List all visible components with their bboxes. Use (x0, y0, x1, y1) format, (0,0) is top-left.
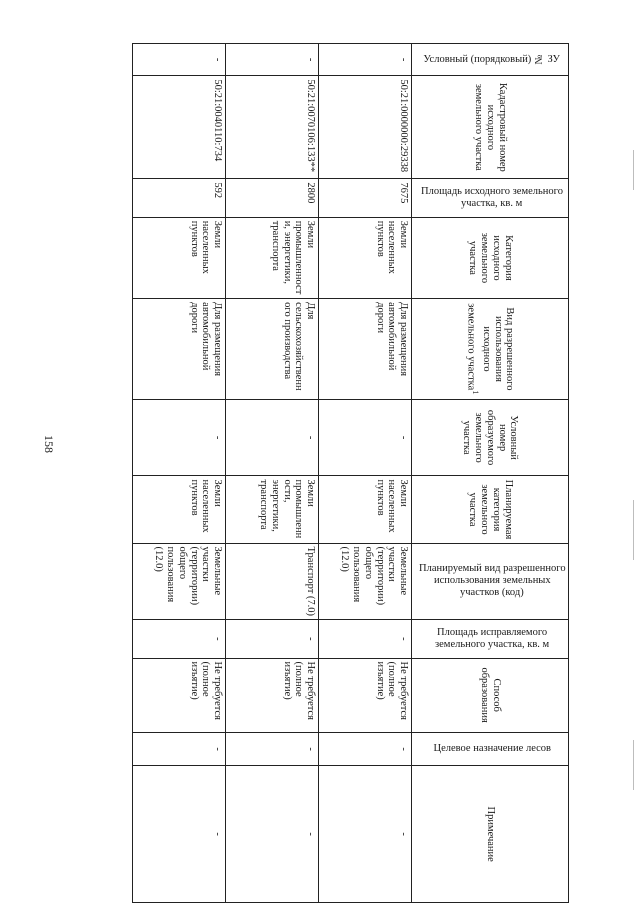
header-forest: Целевое назначение лесов (412, 732, 569, 766)
cell-new-number: - (133, 399, 226, 476)
cell-fix-area: - (133, 620, 226, 658)
header-note: Примечание (412, 766, 569, 903)
cell-planned-use: Земельные участки (территории) общего пользования (12.0) (319, 543, 412, 620)
table-row (133, 44, 226, 903)
footnote-marker: 1 (471, 390, 482, 395)
cell-planned-category: Земли промышленности, энергетики, транспорта (226, 476, 319, 543)
header-src-use: Вид разрешенного использования исходного земельного участка$^1$ (412, 299, 569, 400)
cell-method: Не требуется (полное изъятие) (133, 658, 226, 732)
header-fix-area: Площадь исправляемого земельного участка, кв. м (412, 620, 569, 658)
cell-forest: - (226, 732, 319, 766)
header-new-number: Условный номер образуемого земельного участка (412, 399, 569, 476)
cell-forest: - (319, 732, 412, 766)
header-cadastral: Кадастровый номер исходного земельного участка (412, 76, 569, 179)
cell-src-category: Земли населенных пунктов (319, 217, 412, 298)
cell-planned-use: Земельные участки (территории) общего пользования (12.0) (133, 543, 226, 620)
cell-planned-use: Транспорт (7.0) (226, 543, 319, 620)
header-planned-use: Планируемый вид разрешенного использования земельных участков (код) (412, 543, 569, 620)
cell-note: - (226, 766, 319, 903)
page-number: 158 (42, 435, 56, 453)
cell-src-category: Земли населенных пунктов (133, 217, 226, 298)
scan-artifact-line (633, 150, 634, 190)
cell-src-use: Для сельскохозяйственного производства (226, 299, 319, 400)
cell-fix-area: - (226, 620, 319, 658)
cell-new-number: - (226, 399, 319, 476)
cell-fix-area: - (319, 620, 412, 658)
cell-src-area: 7675 (319, 179, 412, 217)
cell-num: - (133, 44, 226, 76)
header-src-area: Площадь исходного земельного участка, кв. м (412, 179, 569, 217)
header-planned-category: Планируемая категория земельного участка (412, 476, 569, 543)
table-header-row (412, 44, 569, 903)
cell-note: - (133, 766, 226, 903)
cell-src-area: 592 (133, 179, 226, 217)
cell-method: Не требуется (полное изъятие) (319, 658, 412, 732)
cell-num: - (226, 44, 319, 76)
cell-planned-category: Земли населенных пунктов (319, 476, 412, 543)
cell-src-use: Для размещения автомобильной дороги (319, 299, 412, 400)
cell-new-number: - (319, 399, 412, 476)
scan-artifact-line (633, 500, 634, 560)
cell-src-category: Земли промышленности, энергетики, транспорта (226, 217, 319, 298)
cell-cadastral: 50:21:0070106:133** (226, 76, 319, 179)
cell-forest: - (133, 732, 226, 766)
cell-src-area: 2800 (226, 179, 319, 217)
cell-cadastral: 50:21:0000000:29338 (319, 76, 412, 179)
cell-src-use: Для размещения автомобильной дороги (133, 299, 226, 400)
rotated-table-container (137, 43, 569, 903)
cell-method: Не требуется (полное изъятие) (226, 658, 319, 732)
cell-planned-category: Земли населенных пунктов (133, 476, 226, 543)
cell-note: - (319, 766, 412, 903)
header-num: Условный (порядковый) № ЗУ (412, 44, 569, 76)
cell-cadastral: 50:21:0040110:734 (133, 76, 226, 179)
header-method: Способ образования (412, 658, 569, 732)
cell-num: - (319, 44, 412, 76)
scan-artifact-line (633, 740, 634, 790)
table-row (226, 44, 319, 903)
table-row (319, 44, 412, 903)
land-plot-table (132, 43, 569, 903)
header-src-category: Категория исходного земельного участка (412, 217, 569, 298)
